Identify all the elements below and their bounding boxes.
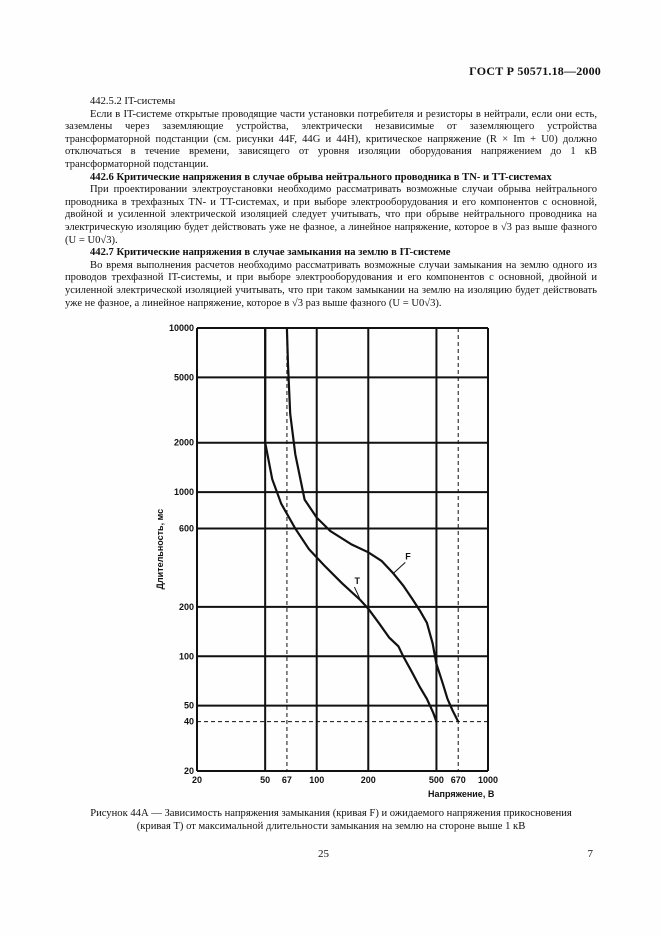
curve-label-f: F [405, 551, 411, 562]
x-tick-label: 67 [281, 775, 292, 785]
y-axis-label: Длительность, мс [155, 508, 165, 590]
paragraph-neutral-break: При проектировании электроустановки необходимо рассматривать возможные случаи обрыва нейтрального проводника в трехфазных TN- и TT-системах, и при выборе электрооборудования и его компонентов с основной, двойной и усиленной электрической изоляцией следует учитывать, что при обрыве нейтрального проводника на электрическую изоляцию будет действовать уже не фазное, а линейное напряжение, которое в √3 раз выше фазного (U = U0√3). [65, 184, 597, 246]
document-id: ГОСТ Р 50571.18—2000 [469, 64, 601, 78]
y-tick-label: 100 [178, 651, 194, 662]
caption-line-1: Рисунок 44А — Зависимость напряжения замыкания (кривая F) и ожидаемого напряжения прикосновения [90, 808, 572, 819]
curve-f [287, 328, 458, 722]
section-442-7-heading: 442.7 Критические напряжения в случае замыкания на землю в IT-системе [90, 247, 451, 259]
x-tick-label: 500 [428, 775, 444, 785]
figure-44a-chart [150, 322, 502, 802]
y-tick-label: 2000 [173, 437, 194, 448]
y-tick-label: 20 [183, 766, 194, 776]
y-tick-label: 10000 [168, 323, 194, 333]
section-442-6-heading: 442.6 Критические напряжения в случае обрыва нейтрального проводника в TN- и TT-системах [90, 171, 552, 183]
x-tick-label: 100 [309, 775, 325, 785]
y-tick-label: 200 [178, 601, 194, 612]
section-442-5-2-title: 442.5.2 IT-системы [90, 96, 176, 107]
x-tick-label: 50 [260, 775, 271, 785]
x-tick-label: 670 [450, 775, 466, 785]
x-tick-label: 1000 [477, 775, 499, 785]
figure-caption [60, 808, 602, 834]
paragraph-earth-fault: Во время выполнения расчетов необходимо рассматривать возможные случаи замыкания на землю одного из проводов трехфазной IT-системы, и при выборе электрооборудования и его компонентов с основной, двойной и усиленной электрической изоляцией учитывать, что при таком замыкании на землю на изоляцию будет действовать уже не фазное, а линейное напряжение, которое в √3 раз выше фазного (U = U0√3). [65, 259, 597, 309]
body-text [65, 96, 597, 310]
x-tick-label: 20 [191, 775, 203, 785]
y-tick-label: 40 [183, 716, 194, 727]
y-tick-label: 5000 [173, 372, 194, 383]
curve-t [265, 328, 436, 722]
curve-label-leader [393, 562, 405, 573]
paragraph-it-systems: Если в IT-системе открытые проводящие части установки потребителя и резисторы в нейтрали, если они есть, заземлены через заземляющие устройства, электрически независимые от заземляющего устройства трансформаторной подстанции (см. рисунки 44F, 44G и 44H), критическое напряжение (R × Im + U0) должно отключаться в течение времени, зависящего от уровня изоляции оборудования напряжением до 1 кВ трансформаторной подстанции. [65, 108, 597, 170]
x-axis-label: Напряжение, В [428, 789, 495, 799]
y-tick-label: 600 [178, 523, 194, 534]
curve-label-t: T [354, 576, 360, 587]
caption-line-2: (кривая T) от максимальной длительности замыкания на землю на стороне выше 1 кВ [136, 820, 526, 832]
y-tick-label: 1000 [173, 487, 194, 498]
page-number: 25 [318, 848, 329, 860]
x-tick-label: 200 [360, 775, 376, 785]
y-tick-label: 50 [183, 700, 194, 711]
page-number-right: 7 [587, 848, 593, 860]
